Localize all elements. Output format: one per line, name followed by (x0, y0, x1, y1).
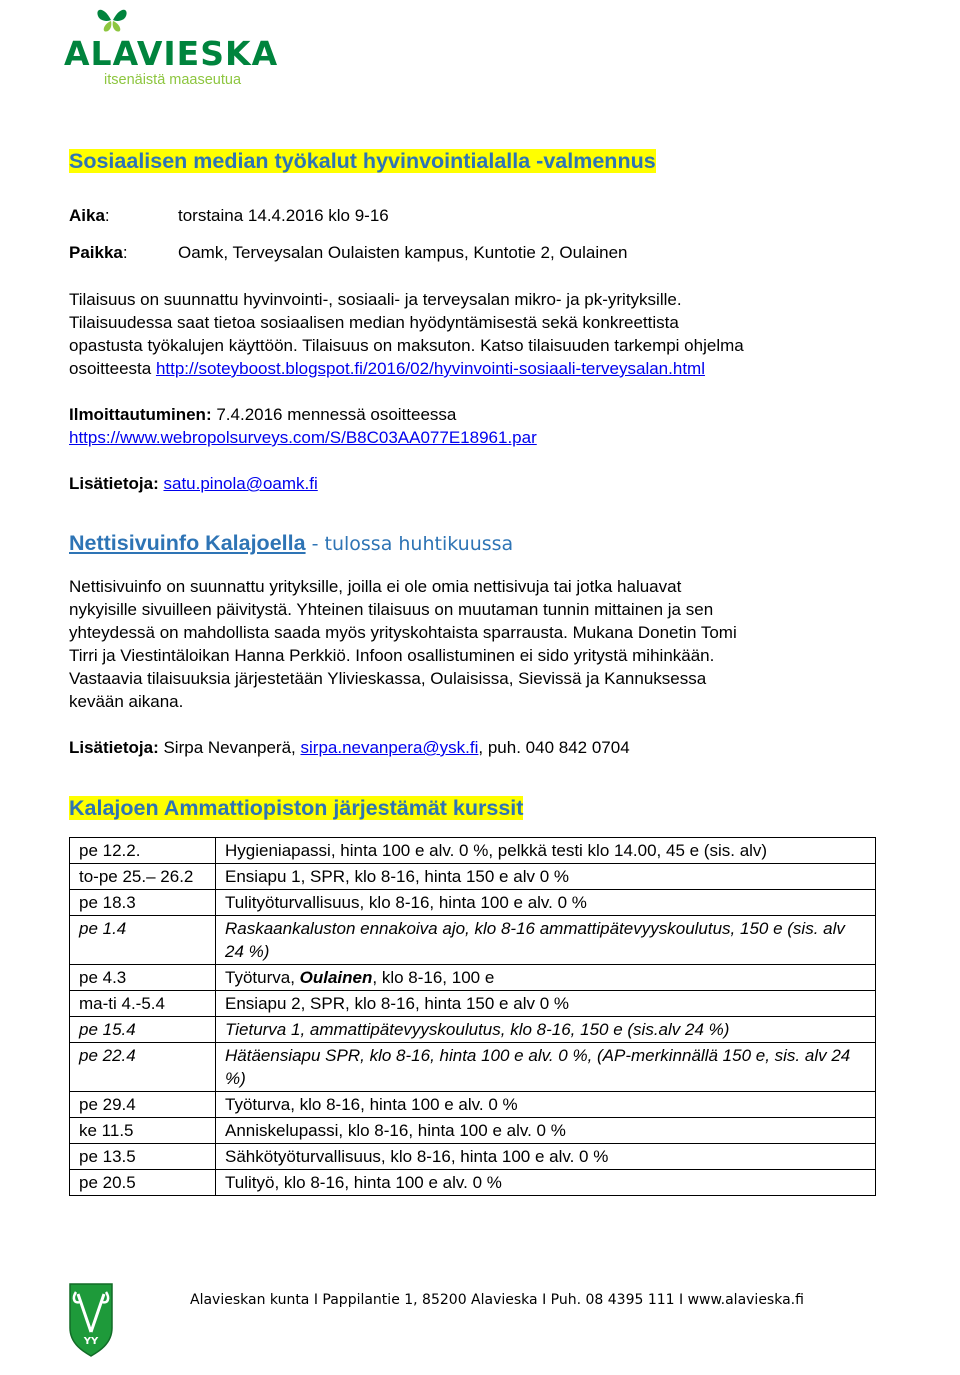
register-link[interactable]: https://www.webropolsurveys.com/S/B8C03AA077E18961.par (69, 428, 537, 447)
course-desc: Ensiapu 1, SPR, klo 8-16, hinta 150 e alv 0 % (216, 864, 876, 890)
course-date: pe 22.4 (70, 1043, 216, 1092)
course-date: ke 11.5 (70, 1118, 216, 1144)
table-row (70, 1170, 876, 1196)
course-date: to-pe 25.– 26.2 (70, 864, 216, 890)
event2-desc-line: nykyisille sivuilleen päivitystä. Yhteinen tilaisuus on muutaman tunnin mittainen ja sen (69, 600, 714, 619)
logo-tagline: itsenäistä maaseutua (104, 72, 242, 88)
event1-desc-line: opastusta työkalujen käyttöön. Tilaisuus on maksuton. Katso tilaisuuden tarkempi ohjelma (69, 336, 744, 355)
course-desc: Raskaankaluston ennakoiva ajo, klo 8-16 ammattipätevyyskoulutus, 150 e (sis. alv 24 %) (216, 916, 876, 965)
municipal-crest-icon (68, 1282, 114, 1358)
table-row (70, 890, 876, 916)
info-email-link[interactable]: sirpa.nevanpera@ysk.fi (300, 738, 479, 757)
course-date: pe 20.5 (70, 1170, 216, 1196)
table-row (70, 864, 876, 890)
course-desc: Hygieniapassi, hinta 100 e alv. 0 %, pelkkä testi klo 14.00, 45 e (sis. alv) (216, 838, 876, 864)
table-row (70, 1118, 876, 1144)
course-date: pe 29.4 (70, 1092, 216, 1118)
course-desc: Sähkötyöturvallisuus, klo 8-16, hinta 100 e alv. 0 % (216, 1144, 876, 1170)
event1-time-value: torstaina 14.4.2016 klo 9-16 (178, 206, 389, 225)
table-row (70, 991, 876, 1017)
event2-title: Nettisivuinfo Kalajoella - tulossa huhtikuussa (69, 531, 514, 555)
course-desc: Tulityö, klo 8-16, hinta 100 e alv. 0 % (216, 1170, 876, 1196)
course-desc: Ensiapu 2, SPR, klo 8-16, hinta 150 e alv 0 % (216, 991, 876, 1017)
event1-info (69, 472, 318, 495)
course-date: pe 1.4 (70, 916, 216, 965)
table-row (70, 1092, 876, 1118)
event1-description (69, 288, 899, 380)
event1-place-value: Oamk, Terveysalan Oulaisten kampus, Kuntotie 2, Oulainen (178, 243, 628, 262)
course-desc: Tieturva 1, ammattipätevyyskoulutus, klo 8-16, 150 e (sis.alv 24 %) (216, 1017, 876, 1043)
course-date: pe 4.3 (70, 965, 216, 991)
event1-title: Sosiaalisen median työkalut hyvinvointialalla -valmennus (69, 149, 656, 173)
event2-desc-line: Tirri ja Viestintäloikan Hanna Perkkiö. Infoon osallistuminen ei sido yritystä mihinkään. (69, 646, 715, 665)
table-row (70, 916, 876, 965)
event2-info: Lisätietoja: Sirpa Nevanperä, sirpa.nevanpera@ysk.fi, puh. 040 842 0704 (69, 738, 630, 757)
event2-desc-line: Nettisivuinfo on suunnattu yrityksille, joilla ei ole omia nettisivuja tai jotka haluavat (69, 577, 682, 596)
course-date: pe 18.3 (70, 890, 216, 916)
event1-desc-line-link: osoitteesta http://soteyboost.blogspot.fi/2016/02/hyvinvointi-sosiaali-terveysalan.html (69, 359, 705, 378)
register-label: Ilmoittautuminen: (69, 405, 212, 424)
butterfly-logo-icon (94, 4, 130, 36)
course-date: pe 15.4 (70, 1017, 216, 1043)
course-date: ma-ti 4.-5.4 (70, 991, 216, 1017)
course-date: pe 13.5 (70, 1144, 216, 1170)
program-link[interactable]: http://soteyboost.blogspot.fi/2016/02/hyvinvointi-sosiaali-terveysalan.html (155, 359, 705, 378)
course-desc: Työturva, Oulainen, klo 8-16, 100 e (216, 965, 876, 991)
courses-table (69, 837, 876, 1196)
table-row (70, 1144, 876, 1170)
course-date: pe 12.2. (70, 838, 216, 864)
event2-desc-line: yhteydessä on mahdollista saada myös yrityskohtaista sparrausta. Mukana Donetin Tomi (69, 623, 737, 642)
table-row (70, 1043, 876, 1092)
course-desc: Tulityöturvallisuus, klo 8-16, hinta 100 e alv. 0 % (216, 890, 876, 916)
info-label: Lisätietoja: (69, 738, 159, 757)
event2-desc-line: kevään aikana. (69, 692, 184, 711)
footer-text: Alavieskan kunta I Pappilantie 1, 85200 Alavieska I Puh. 08 4395 111 I www.alavieska.fi (190, 1292, 804, 1308)
course-desc: Työturva, klo 8-16, hinta 100 e alv. 0 % (216, 1092, 876, 1118)
event1-register (69, 403, 537, 449)
info-label: Lisätietoja: (69, 474, 159, 493)
table-row (70, 965, 876, 991)
courses-title: Kalajoen Ammattiopiston järjestämät kurssit (69, 796, 524, 820)
register-text: 7.4.2016 mennessä osoitteessa (211, 405, 457, 424)
table-row (70, 838, 876, 864)
svg-text:YY: YY (83, 1336, 99, 1347)
event1-desc-line: Tilaisuus on suunnattu hyvinvointi-, sosiaali- ja terveysalan mikro- ja pk-yrityksille. (69, 290, 682, 309)
event1-desc-line: Tilaisuudessa saat tietoa sosiaalisen median hyödyntämisestä sekä konkreettista (69, 313, 679, 332)
event1-place-label: Paikka: (69, 243, 128, 262)
event1-time-label: Aika: (69, 206, 110, 225)
table-row (70, 1017, 876, 1043)
info-email-link[interactable]: satu.pinola@oamk.fi (163, 474, 318, 493)
logo-wordmark: ALAVIESKA (64, 34, 279, 73)
event2-desc-line: Vastaavia tilaisuuksia järjestetään Ylivieskassa, Oulaisissa, Sievissä ja Kannuksessa (69, 669, 707, 688)
course-desc: Anniskelupassi, klo 8-16, hinta 100 e alv. 0 % (216, 1118, 876, 1144)
logo (64, 4, 294, 90)
course-desc: Hätäensiapu SPR, klo 8-16, hinta 100 e alv. 0 %, (AP-merkinnällä 150 e, sis. alv 24 %) (216, 1043, 876, 1092)
event2-description (69, 575, 909, 713)
